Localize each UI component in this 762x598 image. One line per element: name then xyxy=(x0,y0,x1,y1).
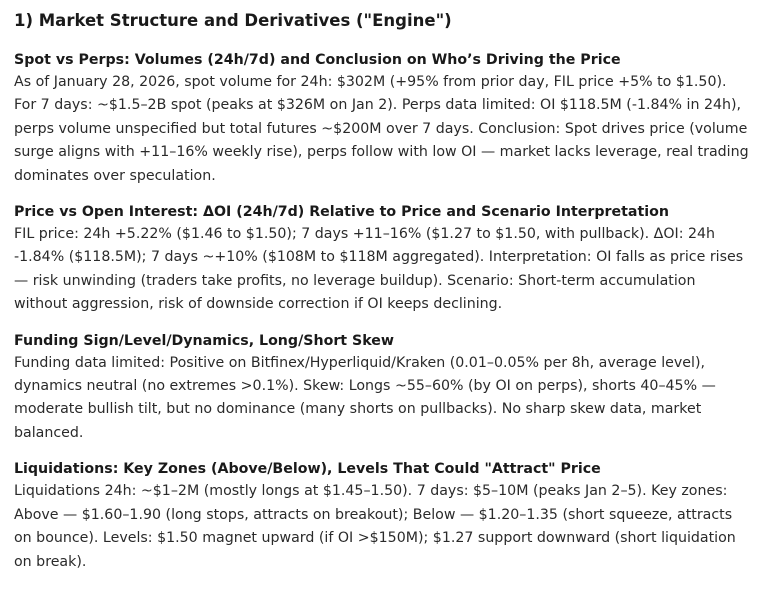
section-body: Liquidations 24h: ~$1–2M (mostly longs at $1.45–1.50). 7 days: $5–10M (peaks Jan 2–5). Key zones: Above — $1.60–1.90 (long stops, attracts on breakout); Below — $1.20–1.35 (short squeeze, attracts on bounce). Levels: $1.50 magnet upward (if OI >$150M); $1.27 support downward (short liquidation on break). xyxy=(14,483,736,570)
section-body: As of January 28, 2026, spot volume for 24h: $302M (+95% from prior day, FIL price +5% to $1.50). For 7 days: ~$1.5–2B spot (peaks at $326M on Jan 2). Perps data limited: OI $118.5M (-1.84% in 24h), perps volume unspecified but total futures ~$200M over 7 days. Conclusion: Spot drives price (volume surge aligns with +11–16% weekly rise), perps follow with low OI — market lacks leverage, real trading dominates over speculation. xyxy=(14,74,749,184)
section-funding xyxy=(14,331,752,446)
section-spot-vs-perps xyxy=(14,50,752,188)
section-body: Funding data limited: Positive on Bitfinex/Hyperliquid/Kraken (0.01–0.05% per 8h, average level), dynamics neutral (no extremes >0.1%). Skew: Longs ~55–60% (by OI on perps), shorts 40–45% — moderate bullish tilt, but no dominance (many shorts on pullbacks). No sharp skew data, market balanced. xyxy=(14,354,716,441)
section-liquidations xyxy=(14,459,752,574)
document-title: 1) Market Structure and Derivatives ("Engine") xyxy=(14,11,452,30)
section-body: FIL price: 24h +5.22% ($1.46 to $1.50); 7 days +11–16% ($1.27 to $1.50, with pullback). ΔOI: 24h -1.84% ($118.5M); 7 days ~+10% ($108M to $118M aggregated). Interpretation: OI falls as price rises — risk unwinding (traders take profits, no leverage buildup). Scenario: Short-term accumulation without aggression, risk of downside correction if OI keeps declining. xyxy=(14,226,744,313)
section-heading: Spot vs Perps: Volumes (24h/7d) and Conclusion on Who’s Driving the Price xyxy=(14,52,621,68)
section-price-vs-oi xyxy=(14,202,752,317)
section-heading: Funding Sign/Level/Dynamics, Long/Short Skew xyxy=(14,332,395,349)
section-heading: Price vs Open Interest: ΔOI (24h/7d) Relative to Price and Scenario Interpretation xyxy=(14,204,669,221)
section-heading: Liquidations: Key Zones (Above/Below), Levels That Could "Attract" Price xyxy=(14,461,601,478)
